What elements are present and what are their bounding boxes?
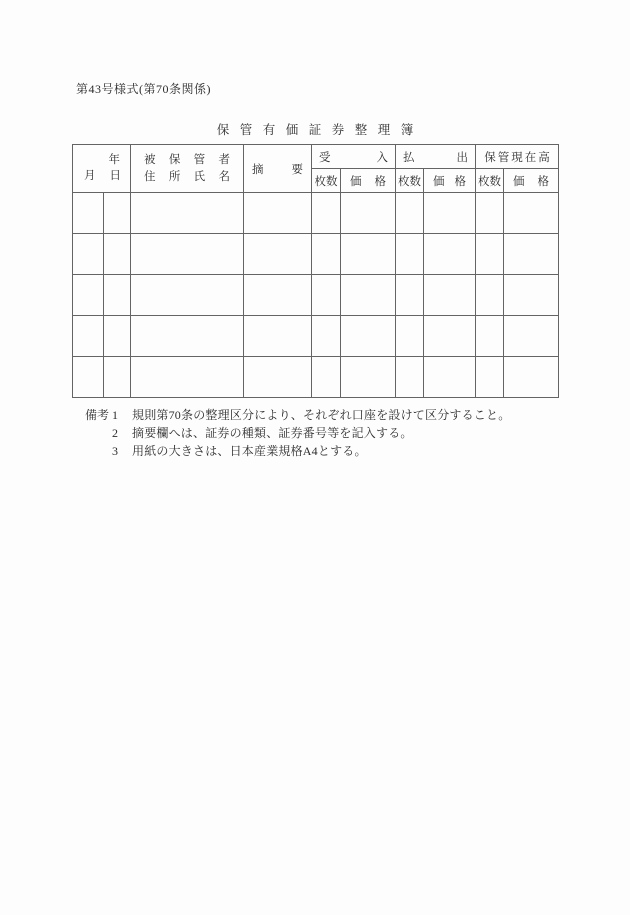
depositor-char: 者 xyxy=(218,153,230,166)
empty-cell xyxy=(504,234,559,275)
empty-cell xyxy=(341,275,396,316)
table-row xyxy=(73,193,559,234)
remark-number: 2 xyxy=(112,426,118,440)
empty-cell xyxy=(244,357,312,398)
empty-cell xyxy=(73,193,104,234)
header-receipt-price-cell xyxy=(341,169,396,193)
empty-cell xyxy=(396,275,424,316)
empty-cell xyxy=(312,234,341,275)
empty-cell xyxy=(476,357,504,398)
depositor-char: 氏 xyxy=(193,170,206,183)
depositor-char: 管 xyxy=(193,153,206,166)
remark-number: 3 xyxy=(112,444,118,458)
remark-number: 1 xyxy=(112,408,118,422)
date-header-layout xyxy=(73,146,130,192)
empty-cell xyxy=(312,193,341,234)
document-title: 保管有価証券整理簿 xyxy=(216,123,424,137)
empty-cell xyxy=(131,234,244,275)
empty-cell xyxy=(396,234,424,275)
empty-cell xyxy=(341,316,396,357)
remark-text: 規則第70条の整理区分により、それぞれ口座を設けて区分すること。 xyxy=(132,408,511,422)
empty-cell xyxy=(244,193,312,234)
empty-cell xyxy=(341,357,396,398)
header-year-label: 年 xyxy=(108,154,120,166)
empty-cell xyxy=(312,316,341,357)
empty-cell xyxy=(131,357,244,398)
remark-item xyxy=(85,442,510,460)
empty-cell xyxy=(73,316,104,357)
empty-cell xyxy=(396,357,424,398)
empty-cell xyxy=(312,275,341,316)
empty-cell xyxy=(341,193,396,234)
empty-cell xyxy=(476,316,504,357)
register-table xyxy=(72,144,559,398)
table-row xyxy=(73,275,559,316)
header-depositor-cell xyxy=(131,145,244,193)
empty-cell xyxy=(504,357,559,398)
table-row xyxy=(73,316,559,357)
header-payout-cell xyxy=(396,145,476,169)
header-receipt-count-cell: 枚数 xyxy=(312,169,341,193)
receipt-label-char: 入 xyxy=(376,151,388,164)
header-payout-count-cell: 枚数 xyxy=(396,169,424,193)
remark-text: 摘要欄へは、証券の種類、証券番号等を記入する。 xyxy=(132,426,413,440)
header-receipt-cell xyxy=(312,145,396,169)
empty-cell xyxy=(424,234,476,275)
price-label-char: 格 xyxy=(454,175,466,188)
remarks-label-spacer xyxy=(85,424,112,442)
summary-label-char: 摘 xyxy=(252,163,264,176)
empty-cell xyxy=(73,357,104,398)
empty-cell xyxy=(104,234,131,275)
header-balance-cell: 保管現在高 xyxy=(476,145,559,169)
empty-cell xyxy=(396,316,424,357)
empty-cell xyxy=(244,234,312,275)
payout-label-char: 出 xyxy=(456,151,468,164)
remark-item xyxy=(85,424,510,442)
empty-cell xyxy=(131,193,244,234)
header-payout-price-cell xyxy=(424,169,476,193)
empty-cell xyxy=(244,316,312,357)
empty-cell xyxy=(396,193,424,234)
header-balance-price-cell xyxy=(504,169,559,193)
empty-cell xyxy=(73,234,104,275)
depositor-char: 所 xyxy=(168,170,181,183)
empty-cell xyxy=(312,357,341,398)
empty-cell xyxy=(504,275,559,316)
empty-cell xyxy=(131,316,244,357)
empty-cell xyxy=(424,357,476,398)
header-month-label: 月 xyxy=(84,170,96,182)
header-depositor-line1 xyxy=(131,152,243,169)
empty-cell xyxy=(104,275,131,316)
depositor-char: 住 xyxy=(144,170,156,183)
header-balance-count-cell: 枚数 xyxy=(476,169,504,193)
table-body xyxy=(73,193,559,398)
payout-label-char: 払 xyxy=(403,151,415,164)
empty-cell xyxy=(131,275,244,316)
empty-cell xyxy=(341,234,396,275)
empty-cell xyxy=(504,316,559,357)
price-label-char: 価 xyxy=(350,175,362,188)
empty-cell xyxy=(424,316,476,357)
empty-cell xyxy=(504,193,559,234)
summary-label-char: 要 xyxy=(291,163,303,176)
form-number-label: 第43号様式(第70条関係) xyxy=(76,82,211,96)
header-day-label: 日 xyxy=(109,170,121,182)
empty-cell xyxy=(244,275,312,316)
table-row xyxy=(73,357,559,398)
remarks-section xyxy=(85,406,510,460)
remarks-label-spacer xyxy=(85,442,112,460)
receipt-label-char: 受 xyxy=(319,151,331,164)
price-label-char: 格 xyxy=(374,175,386,188)
empty-cell xyxy=(104,193,131,234)
header-date-cell xyxy=(73,145,131,193)
empty-cell xyxy=(424,275,476,316)
price-label-char: 価 xyxy=(513,175,525,188)
empty-cell xyxy=(73,275,104,316)
remark-text: 用紙の大きさは、日本産業規格A4とする。 xyxy=(132,444,367,458)
price-label-char: 格 xyxy=(537,175,549,188)
remark-item xyxy=(85,406,510,424)
empty-cell xyxy=(104,357,131,398)
header-depositor-line2 xyxy=(131,169,243,186)
empty-cell xyxy=(424,193,476,234)
empty-cell xyxy=(476,275,504,316)
empty-cell xyxy=(476,234,504,275)
table-header xyxy=(73,145,559,193)
header-summary-cell xyxy=(244,145,312,193)
table-row xyxy=(73,234,559,275)
depositor-char: 保 xyxy=(168,153,181,166)
depositor-char: 名 xyxy=(218,170,230,183)
price-label-char: 価 xyxy=(433,175,445,188)
empty-cell xyxy=(104,316,131,357)
depositor-char: 被 xyxy=(144,153,156,166)
empty-cell xyxy=(476,193,504,234)
remarks-label: 備考 xyxy=(85,408,110,422)
